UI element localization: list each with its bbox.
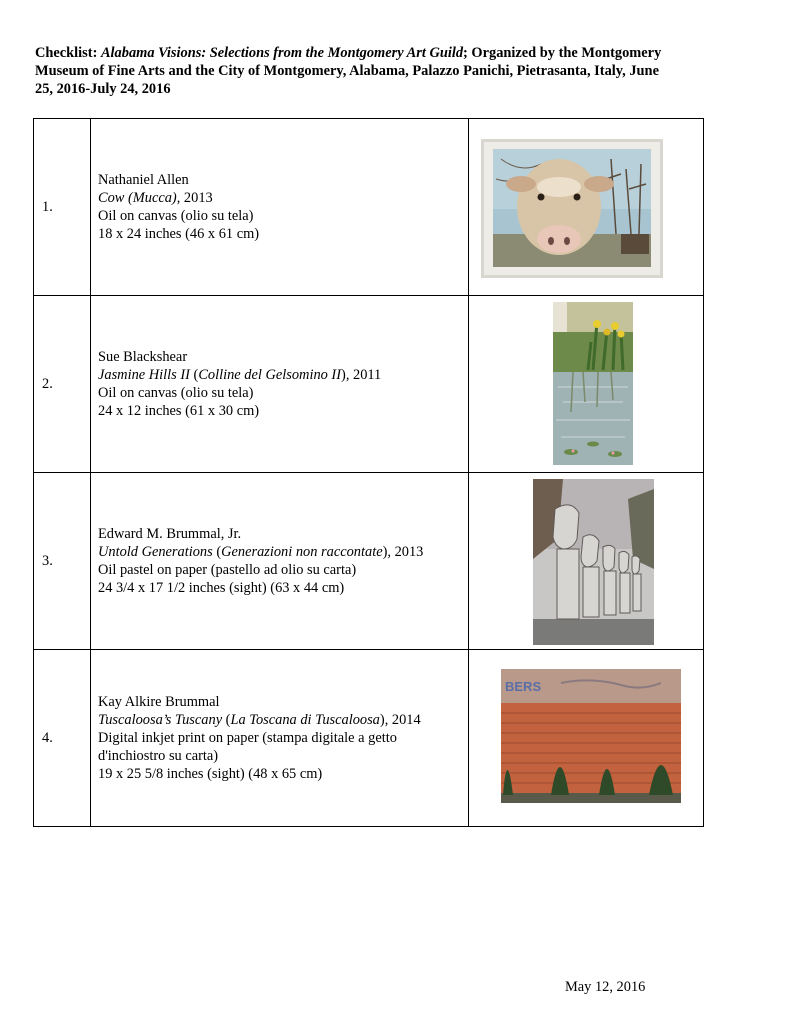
medium: Oil on canvas (olio su tela)	[98, 208, 254, 224]
item-info	[91, 119, 469, 296]
exhibition-title: Alabama Visions: Selections from the Montgomery Art Guild	[100, 45, 464, 61]
wall-sign-text: BERS	[505, 679, 542, 694]
item-number: 2.	[34, 296, 91, 473]
item-number: 1.	[34, 119, 91, 296]
image-cell	[469, 473, 704, 650]
medium: Oil pastel on paper (pastello ad olio su carta)	[98, 562, 357, 578]
table-row	[34, 119, 704, 296]
checklist-heading	[35, 44, 675, 98]
artwork-title: Jasmine Hills II (Colline del Gelsomino II), 2011	[98, 367, 382, 383]
heading-prefix: Checklist:	[35, 45, 101, 61]
medium: Oil on canvas (olio su tela)	[98, 385, 254, 401]
image-cell	[469, 296, 704, 473]
medium: Digital inkjet print on paper (stampa digitale a getto	[98, 730, 397, 746]
urns-pastel	[533, 479, 654, 645]
pond-painting	[553, 302, 633, 465]
cow-painting	[481, 139, 663, 278]
document-date: May 12, 2016	[565, 979, 646, 995]
item-info	[91, 473, 469, 650]
item-info	[91, 296, 469, 473]
artist-name: Nathaniel Allen	[98, 172, 189, 188]
artwork-title: Cow (Mucca), 2013	[98, 190, 213, 206]
brick-wall-print	[501, 669, 681, 803]
artwork-title: Untold Generations (Generazioni non raccontate), 2013	[98, 544, 424, 560]
item-number: 4.	[34, 650, 91, 827]
table-row	[34, 473, 704, 650]
item-number: 3.	[34, 473, 91, 650]
artwork-title: Tuscaloosa’s Tuscany (La Toscana di Tuscaloosa), 2014	[98, 712, 421, 728]
dimensions: 18 x 24 inches (46 x 61 cm)	[98, 226, 260, 242]
dimensions: 24 x 12 inches (61 x 30 cm)	[98, 403, 260, 419]
medium-line-2: d'inchiostro su carta)	[98, 748, 219, 764]
table-row	[34, 296, 704, 473]
image-cell	[469, 119, 704, 296]
artist-name: Sue Blackshear	[98, 349, 188, 365]
heading-rest: ; Organized by the Montgomery Museum of Fine Arts and the City of Montgomery, Alabama, Palazzo Panichi, Pietrasanta, Italy, June 25, 2016-July 24, 2016	[35, 45, 662, 97]
checklist-table	[33, 118, 704, 827]
dimensions: 24 3/4 x 17 1/2 inches (sight) (63 x 44 cm)	[98, 580, 345, 596]
image-cell	[469, 650, 704, 827]
item-info	[91, 650, 469, 827]
dimensions: 19 x 25 5/8 inches (sight) (48 x 65 cm)	[98, 766, 323, 782]
artist-name: Kay Alkire Brummal	[98, 694, 220, 710]
table-row	[34, 650, 704, 827]
artist-name: Edward M. Brummal, Jr.	[98, 526, 242, 542]
